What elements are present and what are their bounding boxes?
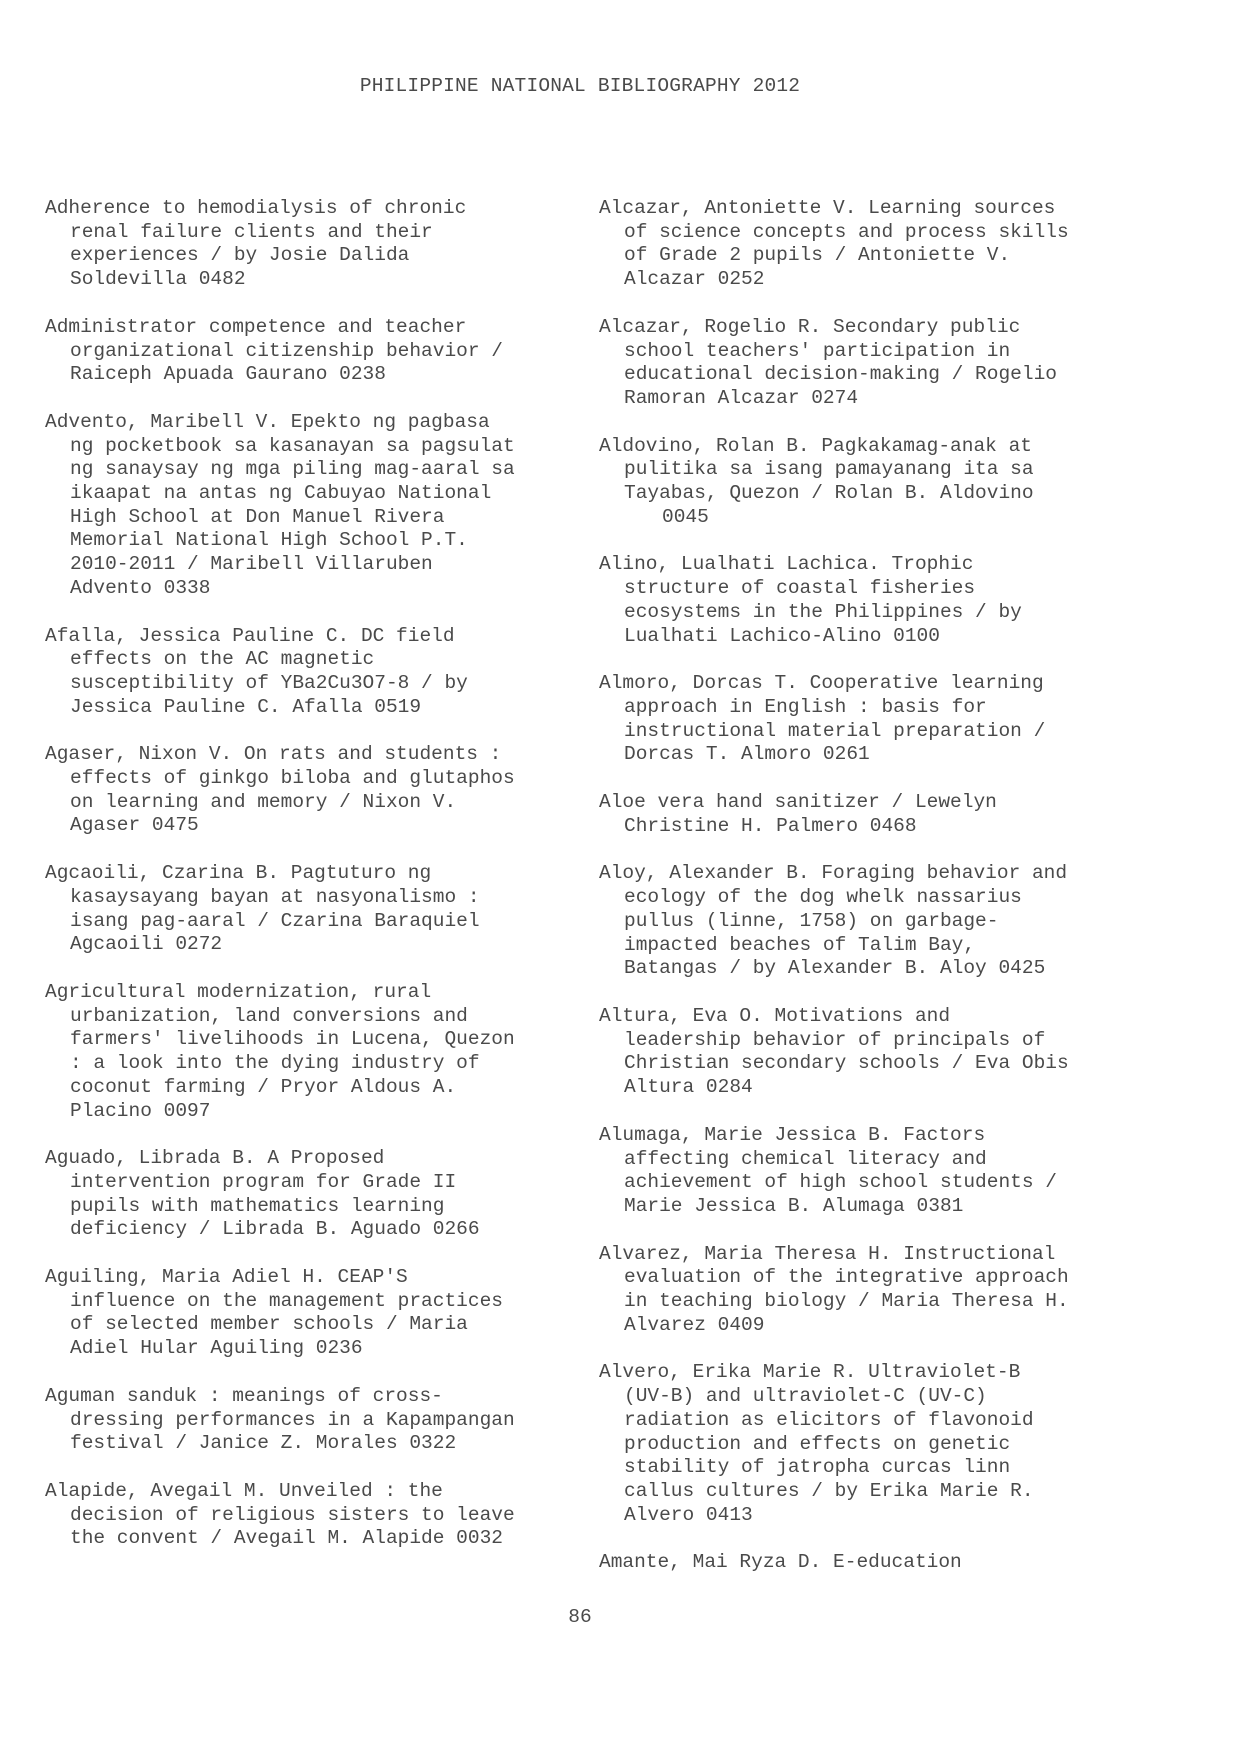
entry-continuation-line: Advento 0338 (70, 576, 211, 599)
bibliography-entry (599, 1361, 1139, 1527)
bibliography-entry (45, 411, 585, 601)
entry-continuation-line: dressing performances in a Kapampangan (70, 1408, 515, 1431)
bibliography-column-right (599, 197, 1139, 1599)
entry-continuation-line: : a look into the dying industry of (70, 1052, 480, 1075)
entry-continuation-line: Alvero 0413 (624, 1503, 753, 1526)
entry-continuation-line: radiation as elicitors of flavonoid (624, 1408, 1034, 1431)
entry-continuation-line: of selected member schools / Maria (70, 1313, 468, 1336)
entry-continuation-line: Soldevilla 0482 (70, 268, 246, 291)
entry-continuation-line: 2010-2011 / Maribell Villaruben (70, 553, 433, 576)
entry-continuation-line: effects of ginkgo biloba and glutaphos (70, 767, 515, 790)
entry-continuation-line: decision of religious sisters to leave (70, 1503, 515, 1526)
entry-continuation-line: affecting chemical literacy and (624, 1147, 987, 1170)
bibliography-entry (599, 1124, 1139, 1219)
entry-continuation-line: impacted beaches of Talim Bay, (624, 933, 976, 956)
bibliography-entry (599, 1243, 1139, 1338)
entry-continuation-line: Marie Jessica B. Alumaga 0381 (624, 1194, 964, 1217)
bibliography-entry (45, 1385, 585, 1456)
entry-continuation-line: pullus (linne, 1758) on garbage- (624, 909, 999, 932)
entry-heading-line: Afalla, Jessica Pauline C. DC field (45, 624, 455, 647)
bibliography-entry (599, 435, 1139, 530)
entry-continuation-line: Jessica Pauline C. Afalla 0519 (70, 695, 422, 718)
bibliography-entry (599, 316, 1139, 411)
bibliography-column-left (45, 197, 585, 1575)
entry-continuation-line: ng pocketbook sa kasanayan sa pagsulat (70, 434, 515, 457)
entry-continuation-line: Batangas / by Alexander B. Aloy 0425 (624, 957, 1046, 980)
entry-continuation-line: callus cultures / by Erika Marie R. (624, 1479, 1034, 1502)
entry-heading-line: Alumaga, Marie Jessica B. Factors (599, 1123, 986, 1146)
bibliography-entry (45, 197, 585, 292)
bibliography-entry (599, 862, 1139, 981)
entry-continuation-line: Ramoran Alcazar 0274 (624, 386, 859, 409)
entry-continuation-line: of science concepts and process skills (624, 220, 1069, 243)
bibliography-entry (599, 672, 1139, 767)
entry-heading-line: Aldovino, Rolan B. Pagkakamag-anak at (599, 434, 1032, 457)
entry-continuation-line: the convent / Avegail M. Alapide 0032 (70, 1527, 503, 1550)
entry-continuation-line: ng sanaysay ng mga piling mag-aaral sa (70, 458, 515, 481)
entry-heading-line: Advento, Maribell V. Epekto ng pagbasa (45, 410, 490, 433)
entry-continuation-line: deficiency / Librada B. Aguado 0266 (70, 1218, 480, 1241)
entry-heading-line: Alcazar, Antoniette V. Learning sources (599, 197, 1056, 219)
entry-continuation-line: in teaching biology / Maria Theresa H. (624, 1290, 1069, 1313)
entry-continuation-line: Agaser 0475 (70, 814, 199, 837)
entry-heading-line: Amante, Mai Ryza D. E-education (599, 1551, 962, 1574)
bibliography-entry (599, 791, 1139, 838)
entry-continuation-line: ecosystems in the Philippines / by (624, 600, 1022, 623)
bibliography-entry (45, 981, 585, 1123)
bibliography-entry (45, 1266, 585, 1361)
entry-heading-line: Altura, Eva O. Motivations and (599, 1004, 951, 1027)
page-number: 86 (568, 1606, 592, 1628)
entry-continuation-line: evaluation of the integrative approach (624, 1266, 1069, 1289)
entry-heading-line: Alvero, Erika Marie R. Ultraviolet-B (599, 1361, 1021, 1384)
entry-continuation-line: (UV-B) and ultraviolet-C (UV-C) (624, 1385, 987, 1408)
entry-heading-line: Aloe vera hand sanitizer / Lewelyn (599, 791, 997, 814)
entry-heading-line: Agaser, Nixon V. On rats and students : (45, 743, 502, 766)
entry-continuation-line: renal failure clients and their (70, 220, 433, 243)
entry-continuation-line: educational decision-making / Rogelio (624, 363, 1057, 386)
entry-continuation-line: pulitika sa isang pamayanang ita sa (624, 458, 1034, 481)
entry-continuation-line: Christian secondary schools / Eva Obis (624, 1052, 1069, 1075)
bibliography-entry (45, 625, 585, 720)
entry-heading-line: Alvarez, Maria Theresa H. Instructional (599, 1242, 1056, 1265)
bibliography-entry (599, 197, 1139, 292)
bibliography-entry (45, 862, 585, 957)
entry-continuation-line: effects on the AC magnetic (70, 648, 375, 671)
entry-continuation-line: Christine H. Palmero 0468 (624, 814, 917, 837)
bibliography-entry (45, 1147, 585, 1242)
entry-continuation-line: approach in English : basis for (624, 695, 987, 718)
bibliography-entry (45, 316, 585, 387)
entry-heading-line: Aguado, Librada B. A Proposed (45, 1147, 385, 1170)
entry-continuation-line: experiences / by Josie Dalida (70, 244, 410, 267)
entry-continuation-line: susceptibility of YBa2Cu3O7-8 / by (70, 671, 468, 694)
entry-continuation-line: Agcaoili 0272 (70, 933, 223, 956)
entry-continuation-line: Tayabas, Quezon / Rolan B. Aldovino (624, 482, 1034, 505)
entry-continuation-line: kasaysayang bayan at nasyonalismo : (70, 885, 480, 908)
entry-continuation-line: festival / Janice Z. Morales 0322 (70, 1432, 457, 1455)
entry-continuation-line: 0045 (662, 505, 709, 528)
entry-continuation-line: of Grade 2 pupils / Antoniette V. (624, 244, 1011, 267)
entry-continuation-line: on learning and memory / Nixon V. (70, 790, 457, 813)
entry-heading-line: Almoro, Dorcas T. Cooperative learning (599, 672, 1044, 695)
entry-continuation-line: Altura 0284 (624, 1076, 753, 1099)
entry-continuation-line: intervention program for Grade II (70, 1170, 457, 1193)
entry-heading-line: Administrator competence and teacher (45, 315, 467, 338)
entry-continuation-line: achievement of high school students / (624, 1171, 1057, 1194)
entry-heading-line: Alcazar, Rogelio R. Secondary public (599, 315, 1021, 338)
entry-continuation-line: Adiel Hular Aguiling 0236 (70, 1337, 363, 1360)
entry-continuation-line: instructional material preparation / (624, 719, 1046, 742)
entry-continuation-line: school teachers' participation in (624, 339, 1011, 362)
entry-continuation-line: Placino 0097 (70, 1099, 211, 1122)
entry-heading-line: Aloy, Alexander B. Foraging behavior and (599, 862, 1068, 885)
entry-continuation-line: ecology of the dog whelk nassarius (624, 886, 1022, 909)
entry-continuation-line: Lualhati Lachico-Alino 0100 (624, 624, 940, 647)
entry-heading-line: Agcaoili, Czarina B. Pagtuturo ng (45, 862, 432, 885)
bibliography-entry (45, 1480, 585, 1551)
entry-continuation-line: Memorial National High School P.T. (70, 529, 468, 552)
page-title: PHILIPPINE NATIONAL BIBLIOGRAPHY 2012 (359, 75, 801, 97)
entry-continuation-line: Dorcas T. Almoro 0261 (624, 743, 870, 766)
entry-heading-line: Alapide, Avegail M. Unveiled : the (45, 1479, 443, 1502)
entry-continuation-line: isang pag-aaral / Czarina Baraquiel (70, 909, 480, 932)
entry-continuation-line: pupils with mathematics learning (70, 1194, 445, 1217)
entry-continuation-line: farmers' livelihoods in Lucena, Quezon (70, 1028, 515, 1051)
entry-continuation-line: structure of coastal fisheries (624, 577, 976, 600)
bibliography-entry (45, 743, 585, 838)
entry-heading-line: Aguman sanduk : meanings of cross- (45, 1384, 443, 1407)
entry-continuation-line: Alcazar 0252 (624, 268, 765, 291)
bibliography-entry (599, 553, 1139, 648)
entry-continuation-line: urbanization, land conversions and (70, 1004, 468, 1027)
entry-heading-line: Aguiling, Maria Adiel H. CEAP'S (45, 1266, 408, 1289)
bibliography-entry (599, 1005, 1139, 1100)
entry-heading-line: Alino, Lualhati Lachica. Trophic (599, 553, 974, 576)
entry-continuation-line: Raiceph Apuada Gaurano 0238 (70, 363, 386, 386)
entry-continuation-line: influence on the management practices (70, 1289, 503, 1312)
entry-continuation-line: leadership behavior of principals of (624, 1028, 1046, 1051)
entry-heading-line: Adherence to hemodialysis of chronic (45, 197, 467, 219)
entry-continuation-line: stability of jatropha curcas linn (624, 1456, 1011, 1479)
entry-continuation-line: ikaapat na antas ng Cabuyao National (70, 482, 492, 505)
entry-continuation-line: coconut farming / Pryor Aldous A. (70, 1075, 457, 1098)
entry-continuation-line: production and effects on genetic (624, 1432, 1011, 1455)
entry-heading-line: Agricultural modernization, rural (45, 980, 432, 1003)
entry-continuation-line: High School at Don Manuel Rivera (70, 505, 445, 528)
entry-continuation-line: organizational citizenship behavior / (70, 339, 503, 362)
entry-continuation-line: Alvarez 0409 (624, 1313, 765, 1336)
bibliography-entry (599, 1551, 1139, 1575)
